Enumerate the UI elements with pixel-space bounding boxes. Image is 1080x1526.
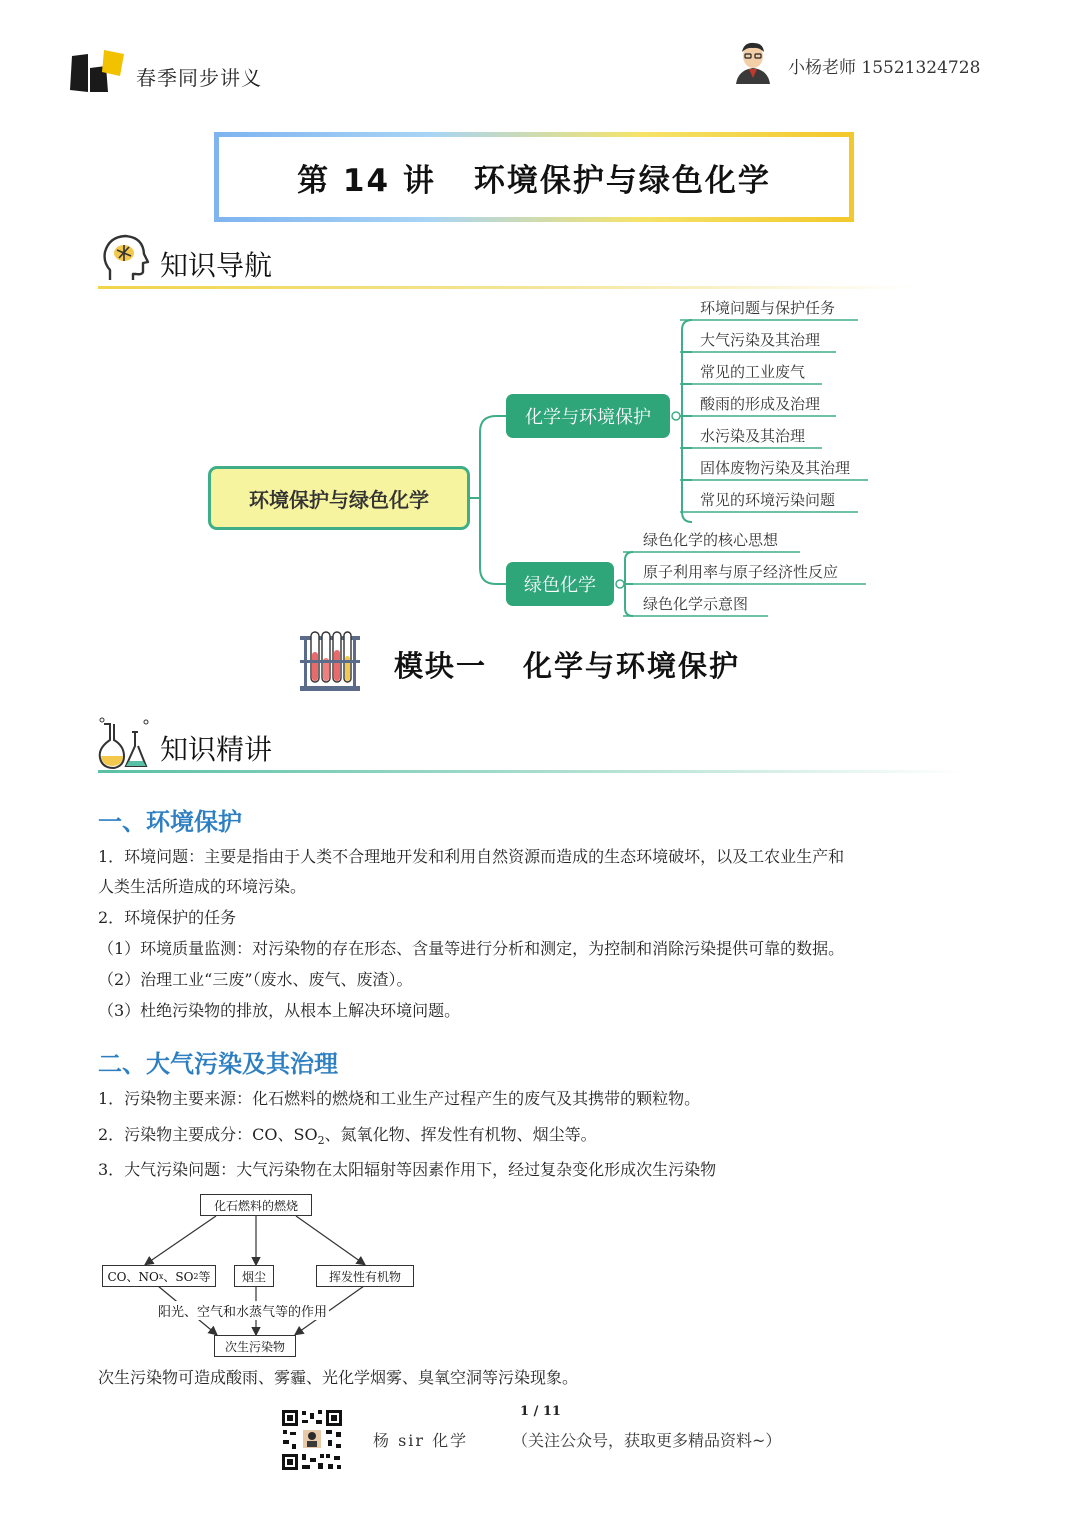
flow-box-gases: [102, 1265, 216, 1287]
mindmap-leaf: 水污染及其治理: [700, 427, 806, 445]
lecture-section-title: 知识精讲: [160, 733, 273, 766]
paragraph: 人类生活所造成的环境污染。: [98, 877, 307, 896]
paragraph: 3．大气污染问题：大气污染物在太阳辐射等因素作用下，经过复杂变化形成次生污染物: [98, 1160, 717, 1179]
flow-box-voc: 挥发性有机物: [316, 1265, 414, 1287]
flow-box-secondary: 次生污染物: [214, 1335, 296, 1357]
text-run: CO、NO: [107, 1269, 159, 1284]
paragraph: （1）环境质量监测：对污染物的存在形态、含量等进行分析和测定，为控制和消除污染提供可靠的数据。: [98, 939, 845, 958]
mindmap-leaf: 酸雨的形成及治理: [700, 395, 821, 413]
paragraph: 1．环境问题：主要是指由于人类不合理地开发和利用自然资源而造成的生态环境破坏，以及工农业生产和: [98, 847, 845, 866]
text-run: 、SO: [163, 1269, 194, 1284]
footer-account-name: 杨 sir 化学: [373, 1431, 469, 1450]
mindmap-leaf: 常见的工业废气: [700, 363, 806, 381]
paragraph: （2）治理工业“三废”（废水、废气、废渣）。: [98, 970, 413, 989]
mindmap-leaf: 绿色化学示意图: [643, 595, 749, 613]
mindmap-branch-chem-env: 化学与环境保护: [506, 394, 670, 438]
page-number: 1 / 11: [520, 1404, 561, 1419]
text-run: 2．污染物主要成分：CO、SO: [98, 1125, 318, 1144]
flow-box-dust: 烟尘: [234, 1265, 274, 1287]
mindmap-root: 环境保护与绿色化学: [208, 466, 470, 530]
mindmap-leaf: 绿色化学的核心思想: [643, 531, 779, 549]
text-run: 、氮氧化物、挥发性有机物、烟尘等。: [324, 1125, 597, 1144]
teacher-contact: 小杨老师 15521324728: [788, 58, 981, 78]
brand-name: 春季同步讲义: [136, 66, 262, 90]
subscript: x: [158, 1271, 164, 1281]
flow-box-fossil-fuel: 化石燃料的燃烧: [200, 1194, 312, 1216]
mindmap-leaf: 固体废物污染及其治理: [700, 459, 851, 477]
text-run: 等: [198, 1269, 211, 1284]
paragraph: 2．环境保护的任务: [98, 908, 237, 927]
mindmap-branch-green-chem: 绿色化学: [506, 562, 614, 606]
nav-section-title: 知识导航: [160, 249, 273, 282]
section-heading-env: 一、环境保护: [98, 808, 242, 836]
qr-code-icon: [280, 1408, 344, 1472]
paragraph: 1．污染物主要来源：化石燃料的燃烧和工业生产过程产生的废气及其携带的颗粒物。: [98, 1089, 701, 1108]
mindmap-leaf: 环境问题与保护任务: [700, 299, 836, 317]
flow-condition-label: 阳光、空气和水蒸气等的作用: [156, 1301, 329, 1320]
mindmap-leaf: 常见的环境污染问题: [700, 491, 836, 509]
subscript: 2: [193, 1271, 199, 1281]
paragraph: 次生污染物可造成酸雨、雾霾、光化学烟雾、臭氧空洞等污染现象。: [98, 1368, 579, 1387]
section-heading-air: 二、大气污染及其治理: [98, 1050, 338, 1078]
footer-note: （关注公众号，获取更多精品资料~）: [512, 1431, 782, 1450]
module-label: 模块一: [394, 649, 488, 683]
mindmap-leaf: 原子利用率与原子经济性反应: [643, 563, 839, 581]
module-title: 化学与环境保护: [523, 649, 741, 683]
mindmap-leaf: 大气污染及其治理: [700, 331, 821, 349]
lecture-number: 第 14 讲: [297, 162, 436, 199]
paragraph: （3）杜绝污染物的排放，从根本上解决环境问题。: [98, 1001, 461, 1020]
lecture-topic: 环境保护与绿色化学: [473, 162, 771, 199]
subscript: 2: [317, 1134, 325, 1148]
